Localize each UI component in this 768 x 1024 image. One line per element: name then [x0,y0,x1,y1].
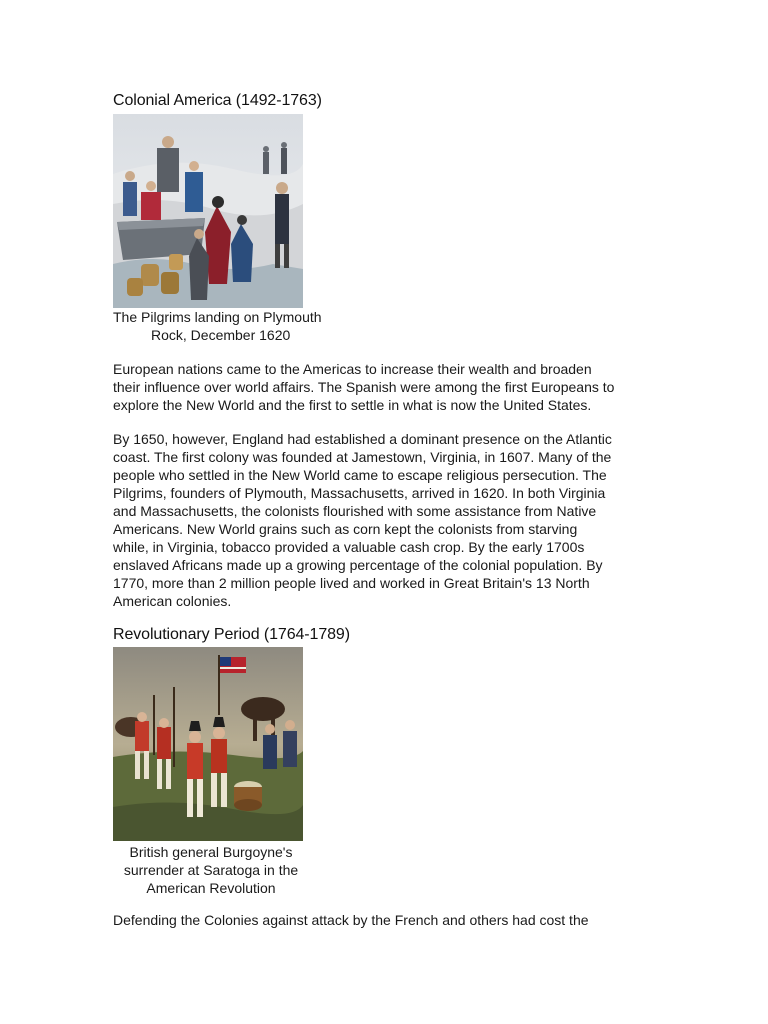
section-heading-revolutionary: Revolutionary Period (1764-1789) [113,626,350,643]
burgoyne-surrender-illustration [113,647,303,841]
paragraph-defending-colonies: Defending the Colonies against attack by the French and others had cost the [113,912,589,928]
pilgrims-landing-illustration [113,114,303,308]
figure-caption-pilgrims: The Pilgrims landing on Plymouth Rock, December 1620 [113,309,322,343]
section-heading-colonial: Colonial America (1492-1763) [113,92,322,109]
paragraph-england-presence: By 1650, however, England had established a dominant presence on the Atlantic coast. The first colony was founded at Jamestown, Virginia, in 1607. Many of the people who settled in the New World came to escape religious persecution. The Pilgrims, founders of Plymouth, Massachusetts, arrived in 1620. In both Virginia and Massachusetts, the colonists flourished with some assistance from Native Americans. New World grains such as corn kept the colonists from starving while, in Virginia, tobacco provided a valuable cash crop. By the early 1700s enslaved Africans made up a growing percentage of the colonial population. By 1770, more than 2 million people lived and worked in Great Britain's 13 North American colonies. [113,431,612,609]
paragraph-european-nations: European nations came to the Americas to increase their wealth and broaden their influence over world affairs. The Spanish were among the first Europeans to explore the New World and the first to settle in what is now the United States. [113,361,615,413]
figure-caption-burgoyne: British general Burgoyne's surrender at Saratoga in the American Revolution [123,844,299,896]
